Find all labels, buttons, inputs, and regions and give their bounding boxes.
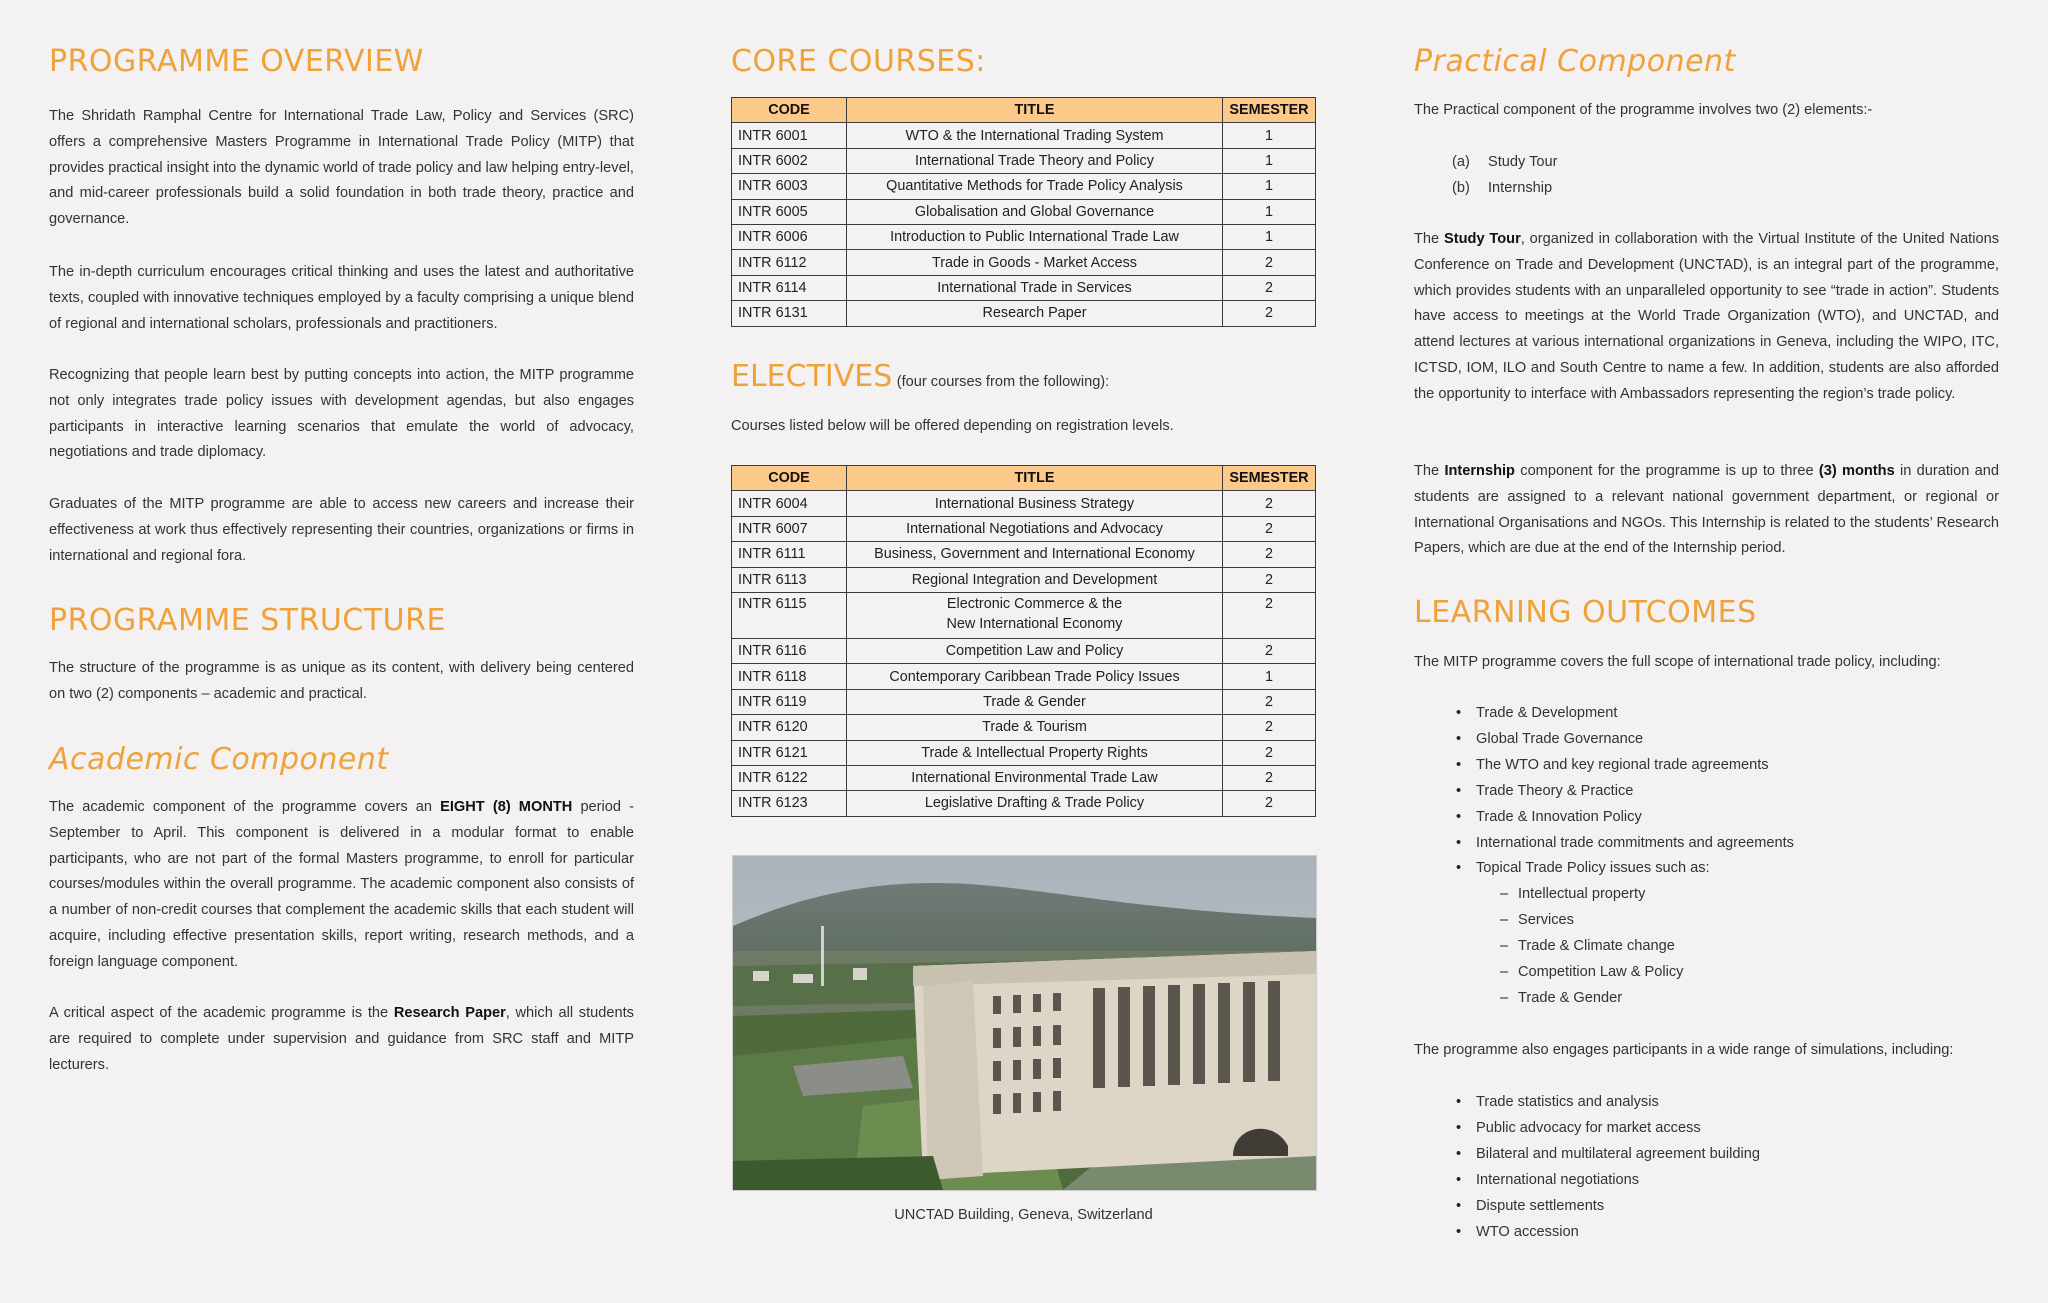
course-title: International Environmental Trade Law xyxy=(847,765,1223,790)
course-semester: 2 xyxy=(1223,715,1316,740)
code-column-header: CODE xyxy=(732,466,847,491)
table-row xyxy=(732,740,1316,765)
list-item: – Trade & Gender xyxy=(1414,986,1794,1012)
learning-outcomes-heading: LEARNING OUTCOMES xyxy=(1414,595,1757,630)
course-semester: 2 xyxy=(1223,275,1316,300)
table-row xyxy=(732,765,1316,790)
table-row xyxy=(732,715,1316,740)
table-row xyxy=(732,638,1316,663)
title-column-header: TITLE xyxy=(847,98,1223,123)
course-semester: 2 xyxy=(1223,765,1316,790)
course-title: International Negotiations and Advocacy xyxy=(847,516,1223,541)
course-code: INTR 6111 xyxy=(732,542,847,567)
course-code: INTR 6121 xyxy=(732,740,847,765)
course-title: Trade & Intellectual Property Rights xyxy=(847,740,1223,765)
practical-intro: The Practical component of the programme involves two (2) elements:- xyxy=(1414,102,1873,118)
internship-paragraph: The Internship component for the programme is up to three (3) months in duration and students are assigned to a relevant national government department, or regional or International Organisations and NGOs. This Internship is related to the students’ Research Papers, which are due at the end of the Internship period. xyxy=(1414,463,1999,557)
course-code: INTR 6006 xyxy=(732,224,847,249)
course-title: Business, Government and International Economy xyxy=(847,542,1223,567)
programme-overview-heading: PROGRAMME OVERVIEW xyxy=(49,44,424,79)
table-row xyxy=(732,791,1316,816)
course-title: Introduction to Public International Trade Law xyxy=(847,224,1223,249)
core-courses-heading: CORE COURSES: xyxy=(731,44,986,79)
overview-paragraph-2: The in-depth curriculum encourages critical thinking and uses the latest and authoritative texts, coupled with innovative techniques employed by a faculty comprising a unique blend of regional and international scholars, professionals and practitioners. xyxy=(49,264,634,332)
course-semester: 1 xyxy=(1223,224,1316,249)
list-item: • The WTO and key regional trade agreements xyxy=(1414,753,1794,779)
table-row xyxy=(732,542,1316,567)
code-column-header: CODE xyxy=(732,98,847,123)
course-semester: 1 xyxy=(1223,174,1316,199)
course-semester: 2 xyxy=(1223,791,1316,816)
list-item: • Trade Theory & Practice xyxy=(1414,779,1794,805)
study-tour-paragraph: The Study Tour, organized in collaboration with the Virtual Institute of the United Nations Conference on Trade and Development (UNCTAD), is an integral part of the programme, which provides students with an unparalleled opportunity to see “trade in action”. Students have access to meetings at the World Trade Organization (WTO), and UNCTAD, and attend lectures at various international organizations in Geneva, including the WIPO, ITC, ICTSD, IOM, ILO and South Centre to name a few. In addition, students are also afforded the opportunity to interface with Ambassadors representing the region’s trade policy. xyxy=(1414,231,2000,402)
course-title xyxy=(847,592,1223,638)
list-item: • Dispute settlements xyxy=(1414,1194,1760,1220)
unctad-building-photo xyxy=(732,855,1317,1191)
course-title: WTO & the International Trading System xyxy=(847,123,1223,148)
overview-paragraph-3: Recognizing that people learn best by putting concepts into action, the MITP programme not only integrates trade policy issues with development agendas, but also engages participants in interactive learning scenarios that emulate the world of advocacy, negotiations and trade diplomacy. xyxy=(49,367,634,461)
table-row xyxy=(732,275,1316,300)
table-row xyxy=(732,664,1316,689)
semester-column-header: SEMESTER xyxy=(1223,466,1316,491)
course-code: INTR 6004 xyxy=(732,491,847,516)
table-header-row xyxy=(732,466,1316,491)
course-code: INTR 6119 xyxy=(732,689,847,714)
overview-paragraph-4: Graduates of the MITP programme are able to access new careers and increase their effectiveness at work thus effectively representing their countries, organizations or firms in international and regional fora. xyxy=(49,496,634,564)
course-code: INTR 6003 xyxy=(732,174,847,199)
practical-elements-list xyxy=(1414,150,1558,202)
course-title: International Trade in Services xyxy=(847,275,1223,300)
electives-table xyxy=(731,465,1316,817)
list-item: • Global Trade Governance xyxy=(1414,727,1794,753)
course-code: INTR 6120 xyxy=(732,715,847,740)
course-title-line: New International Economy xyxy=(946,615,1123,632)
course-title: Globalisation and Global Governance xyxy=(847,199,1223,224)
core-courses-table xyxy=(731,97,1316,327)
course-semester: 2 xyxy=(1223,638,1316,663)
table-row xyxy=(732,689,1316,714)
list-item: • Trade & Development xyxy=(1414,701,1794,727)
course-code: INTR 6001 xyxy=(732,123,847,148)
course-semester: 2 xyxy=(1223,592,1316,638)
simulations-intro: The programme also engages participants in a wide range of simulations, including: xyxy=(1414,1042,1954,1058)
course-title-line: Electronic Commerce & the xyxy=(946,595,1123,612)
practical-component-heading: Practical Component xyxy=(1414,44,1736,79)
course-title: Research Paper xyxy=(847,301,1223,326)
list-item: (a) Study Tour xyxy=(1452,154,1558,170)
course-semester: 1 xyxy=(1223,123,1316,148)
table-row xyxy=(732,123,1316,148)
programme-structure-heading: PROGRAMME STRUCTURE xyxy=(49,603,446,638)
title-column-header: TITLE xyxy=(847,466,1223,491)
electives-heading-line xyxy=(731,359,1109,394)
course-code: INTR 6007 xyxy=(732,516,847,541)
list-item: – Intellectual property xyxy=(1414,882,1794,908)
course-semester: 2 xyxy=(1223,740,1316,765)
course-title: Regional Integration and Development xyxy=(847,567,1223,592)
table-row xyxy=(732,491,1316,516)
electives-note: (four courses from the following): xyxy=(896,374,1110,390)
table-row xyxy=(732,224,1316,249)
course-title: Legislative Drafting & Trade Policy xyxy=(847,791,1223,816)
list-item: • Public advocacy for market access xyxy=(1414,1116,1760,1142)
table-header-row xyxy=(732,98,1316,123)
course-semester: 1 xyxy=(1223,664,1316,689)
course-semester: 2 xyxy=(1223,491,1316,516)
list-item: • WTO accession xyxy=(1414,1220,1760,1246)
list-item: • Trade & Innovation Policy xyxy=(1414,805,1794,831)
course-semester: 2 xyxy=(1223,567,1316,592)
photo-caption: UNCTAD Building, Geneva, Switzerland xyxy=(894,1207,1153,1223)
course-title: Quantitative Methods for Trade Policy Analysis xyxy=(847,174,1223,199)
academic-paragraph-2: A critical aspect of the academic programme is the Research Paper, which all students are required to complete under supervision and guidance from SRC staff and MITP lecturers. xyxy=(49,1005,634,1073)
academic-paragraph-1: The academic component of the programme covers an EIGHT (8) MONTH period - September to April. This component is delivered in a modular format to enable participants, who are not part of the formal Masters programme, to enroll for particular courses/modules within the overall programme. The academic component also consists of a number of non-credit courses that complement the academic skills that each student will acquire, including effective presentation skills, report writing, research methods, and a foreign language component. xyxy=(49,799,634,970)
table-row xyxy=(732,199,1316,224)
list-item: • Trade statistics and analysis xyxy=(1414,1090,1760,1116)
course-code: INTR 6116 xyxy=(732,638,847,663)
semester-column-header: SEMESTER xyxy=(1223,98,1316,123)
course-code: INTR 6118 xyxy=(732,664,847,689)
course-code: INTR 6002 xyxy=(732,148,847,173)
simulations-list xyxy=(1414,1090,1760,1245)
course-semester: 2 xyxy=(1223,250,1316,275)
course-code: INTR 6123 xyxy=(732,791,847,816)
course-code: INTR 6131 xyxy=(732,301,847,326)
table-row xyxy=(732,174,1316,199)
course-semester: 2 xyxy=(1223,301,1316,326)
course-semester: 2 xyxy=(1223,542,1316,567)
list-item: • International trade commitments and agreements xyxy=(1414,831,1794,857)
table-row xyxy=(732,148,1316,173)
electives-intro: Courses listed below will be offered depending on registration levels. xyxy=(731,418,1174,434)
table-row xyxy=(732,592,1316,638)
course-code: INTR 6114 xyxy=(732,275,847,300)
structure-paragraph: The structure of the programme is as unique as its content, with delivery being centered on two (2) components – academic and practical. xyxy=(49,660,634,702)
electives-heading: ELECTIVES xyxy=(731,359,893,394)
course-semester: 1 xyxy=(1223,148,1316,173)
course-title: Trade in Goods - Market Access xyxy=(847,250,1223,275)
course-title: Trade & Tourism xyxy=(847,715,1223,740)
outcomes-intro: The MITP programme covers the full scope of international trade policy, including: xyxy=(1414,654,1941,670)
table-row xyxy=(732,516,1316,541)
list-item: – Services xyxy=(1414,908,1794,934)
list-item: (b) Internship xyxy=(1452,179,1553,196)
course-code: INTR 6122 xyxy=(732,765,847,790)
list-item: • International negotiations xyxy=(1414,1168,1760,1194)
course-title: Trade & Gender xyxy=(847,689,1223,714)
course-semester: 2 xyxy=(1223,516,1316,541)
list-item: – Competition Law & Policy xyxy=(1414,960,1794,986)
course-code: INTR 6113 xyxy=(732,567,847,592)
course-title: International Trade Theory and Policy xyxy=(847,148,1223,173)
course-title: International Business Strategy xyxy=(847,491,1223,516)
outcomes-list xyxy=(1414,701,1794,1012)
table-row xyxy=(732,250,1316,275)
course-title: Contemporary Caribbean Trade Policy Issues xyxy=(847,664,1223,689)
course-code: INTR 6005 xyxy=(732,199,847,224)
list-item: • Bilateral and multilateral agreement building xyxy=(1414,1142,1760,1168)
table-row xyxy=(732,567,1316,592)
course-title: Competition Law and Policy xyxy=(847,638,1223,663)
table-row xyxy=(732,301,1316,326)
list-item: – Trade & Climate change xyxy=(1414,934,1794,960)
overview-paragraph-1: The Shridath Ramphal Centre for International Trade Law, Policy and Services (SRC) offers a comprehensive Masters Programme in International Trade Policy (MITP) that provides practical insight into the dynamic world of trade policy and law helping entry-level, and mid-career professionals build a solid foundation in both trade theory, practice and governance. xyxy=(49,108,634,228)
course-semester: 1 xyxy=(1223,199,1316,224)
academic-component-heading: Academic Component xyxy=(49,742,389,777)
course-semester: 2 xyxy=(1223,689,1316,714)
course-code: INTR 6112 xyxy=(732,250,847,275)
list-item: • Topical Trade Policy issues such as: xyxy=(1414,856,1794,882)
course-code: INTR 6115 xyxy=(732,592,847,638)
